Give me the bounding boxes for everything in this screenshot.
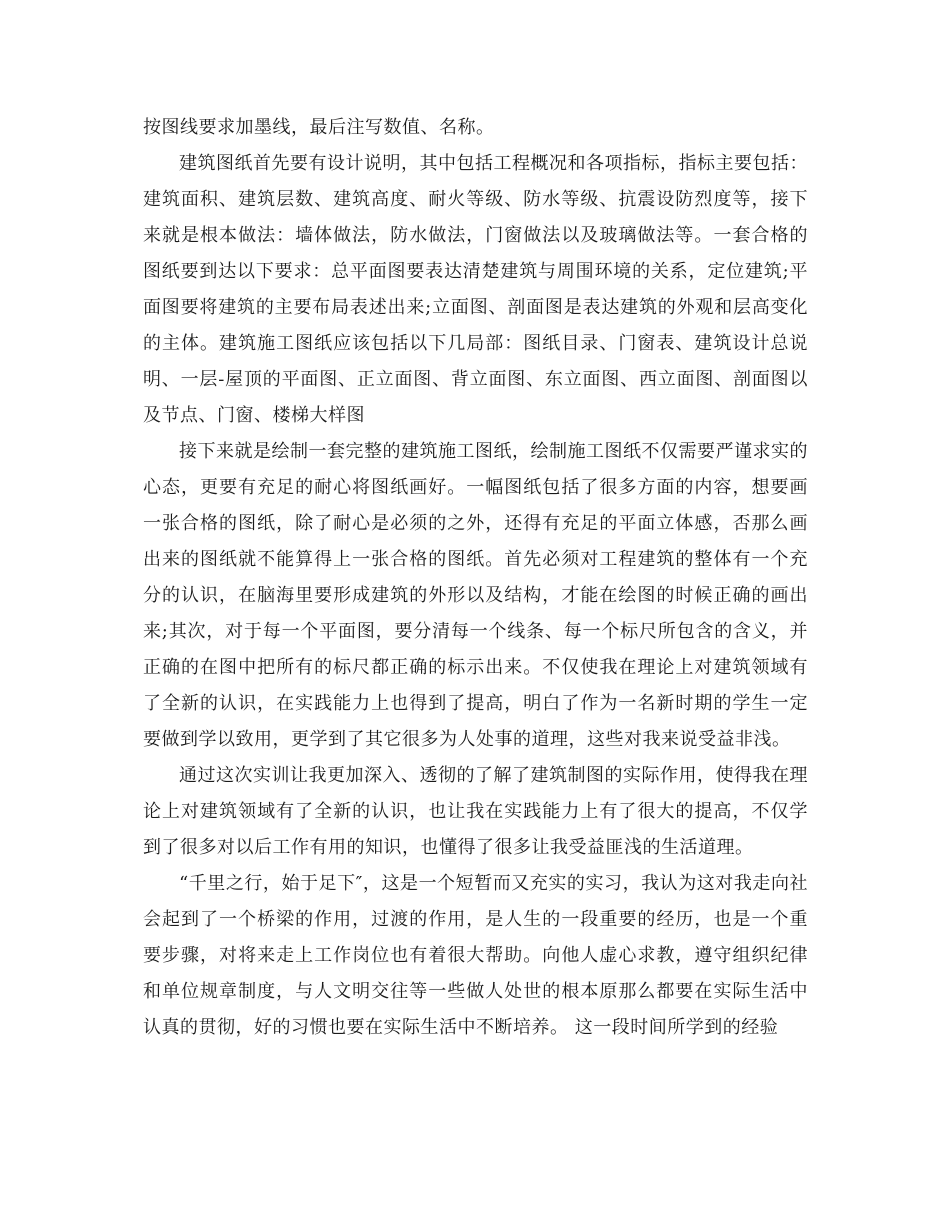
paragraph-continuation: 按图线要求加墨线，最后注写数值、名称。 bbox=[143, 117, 495, 138]
paragraph-design-notes: 建筑图纸首先要有设计说明，其中包括工程概况和各项指标，指标主要包括：建筑面积、建筑层数、建筑高度、耐火等级、防水等级、抗震设防烈度等，接下来就是根本做法：墙体做法，防水做法，门窗做法以及玻璃做法等。一套合格的图纸要到达以下要求：总平面图要表达清楚建筑与周围环境的关系，定位建筑;平面图要将建筑的主要布局表述出来;立面图、剖面图是表达建筑的外观和层高变化的主体。建筑施工图纸应该包括以下几局部：图纸目录、门窗表、建筑设计总说明、一层-屋顶的平面图、正立面图、背立面图、东立面图、西立面图、剖面图以及节点、门窗、楼梯大样图 bbox=[143, 153, 808, 426]
paragraph-drawing-process: 接下来就是绘制一套完整的建筑施工图纸，绘制施工图纸不仅需要严谨求实的心态，更要有充足的耐心将图纸画好。一幅图纸包括了很多方面的内容，想要画一张合格的图纸，除了耐心是必须的之外，还得有充足的平面立体感，否那么画出来的图纸就不能算得上一张合格的图纸。首先必须对工程建筑的整体有一个充分的认识，在脑海里要形成建筑的外形以及结构，才能在绘图的时候正确的画出来;其次，对于每一个平面图，要分清每一个线条、每一个标尺所包含的含义，并正确的在图中把所有的标尺都正确的标示出来。不仅使我在理论上对建筑领域有了全新的认识，在实践能力上也得到了提高，明白了作为一名新时期的学生一定要做到学以致用，更学到了其它很多为人处事的道理，这些对我来说受益非浅。 bbox=[143, 441, 808, 750]
paragraph-training-summary: 通过这次实训让我更加深入、透彻的了解了建筑制图的实际作用，使得我在理论上对建筑领域有了全新的认识，也让我在实践能力上有了很大的提高，不仅学到了很多对以后工作有用的知识，也懂得了很多让我受益匪浅的生活道理。 bbox=[143, 765, 808, 858]
document-page bbox=[143, 110, 808, 1046]
paragraph-internship-reflection: “千里之行，始于足下″，这是一个短暂而又充实的实习，我认为这对我走向社会起到了一个桥梁的作用，过渡的作用，是人生的一段重要的经历，也是一个重要步骤，对将来走上工作岗位也有着很大帮助。向他人虚心求教，遵守组织纪律和单位规章制度，与人文明交往等一些做人处世的根本原那么都要在实际生活中认真的贯彻，好的习惯也要在实际生活中不断培养。 这一段时间所学到的经验 bbox=[143, 873, 808, 1038]
